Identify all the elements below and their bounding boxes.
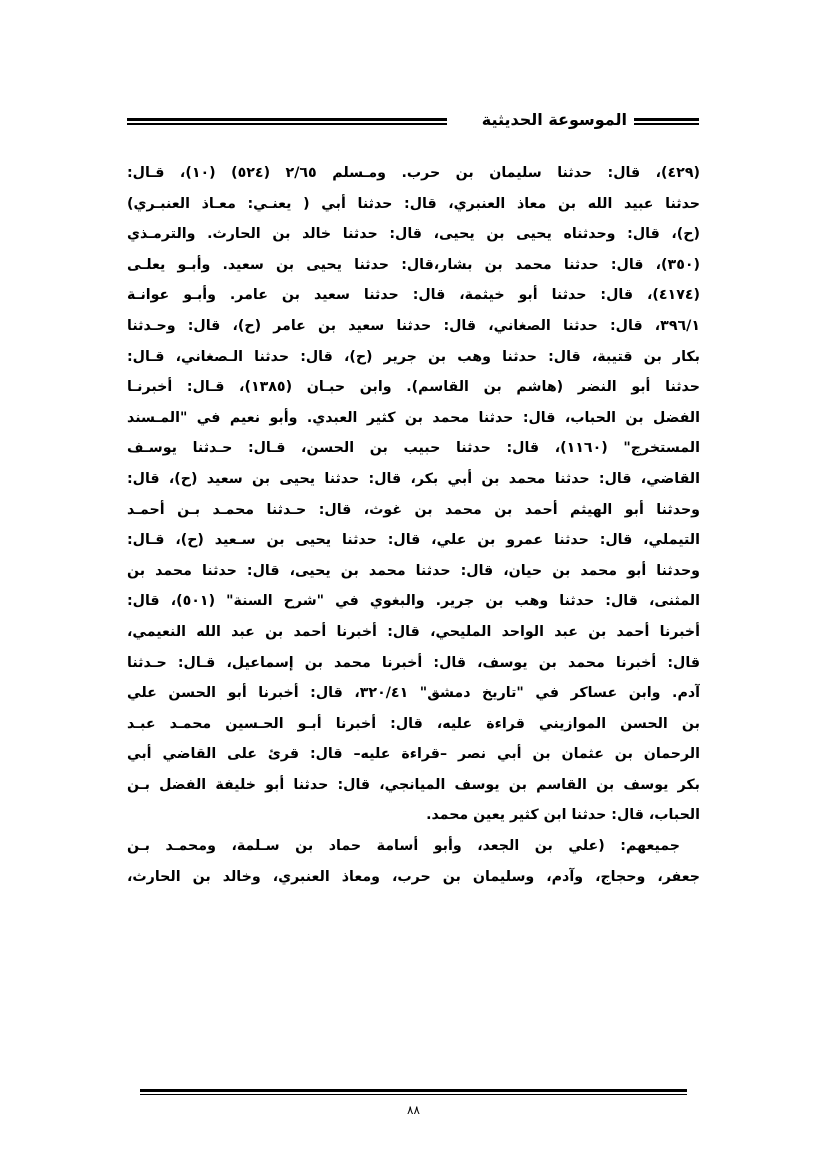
text-line: بكار بن قتيبة، قال: حدثنا وهب بن جرير (ح)، قال: حدثنا الـصغاني، قـال: [127,348,700,365]
text-line: القاضي، قال: حدثنا محمد بن أبي بكر، قال: حدثنا يحيى بن سعيد (ح)، قال: [127,470,700,487]
text-line: المستخرج" (١١٦٠)، قال: حدثنا حبيب بن الحسن، قـال: حـدثنا يوسـف [127,440,700,457]
text-line: بكر يوسف بن القاسم بن يوسف الميانجي، قال: حدثنا أبو خليفة الفضل بـن [127,776,700,793]
text-line: التيملي، قال: حدثنا عمرو بن علي، قال: حدثنا يحيى بن سـعيد (ح)، قـال: [127,532,700,549]
page-number: ٨٨ [407,1103,420,1117]
text-line: الرحمان بن عثمان بن أبي نصر –قراءة عليه– قال: قرئ على القاضي أبي [127,746,700,763]
text-line: (٤٢٩)، قال: حدثنا سليمان بن حرب. ومـسلم ٢/٦٥ (٥٢٤) (١٠)، قـال: [127,165,700,181]
text-line: (ح)، قال: وحدثناه يحيى بن يحيى، قال: حدثنا خالد بن الحارث. والترمـذي [127,226,700,243]
text-line: أخبرنا أحمد بن عبد الواحد المليحي، قال: أخبرنا أحمد بن عبد الله النعيمي، [127,623,700,640]
header-rule-right [634,118,699,125]
text-line: حدثنا عبيد الله بن معاذ العنبري، قال: حدثنا أبي ( يعنـي: معـاذ العنبـري) [127,195,700,212]
header-title: الموسوعة الحديثية [481,110,627,129]
text-line: وحدثنا أبو الهيثم أحمد بن محمد بن غوث، قال: حـدثنا محمـد بـن أحمـد [127,501,700,518]
text-line: (٤١٧٤)، قال: حدثنا أبو خيثمة، قال: حدثنا سعيد بن عامر. وأبـو عوانـة [127,287,700,304]
text-line: الفضل بن الحباب، قال: حدثنا محمد بن كثير العبدي. وأبو نعيم في "المـسند [127,409,700,426]
text-line: بن الحسن الموازيني قراءة عليه، قال: أخبرنا أبـو الحـسين محمـد عبـد [127,715,700,732]
body-text [127,158,700,892]
text-line: ٣٩٦/١، قال: حدثنا الصغاني، قال: حدثنا سعيد بن عامر (ح)، قال: وحـدثنا [127,317,700,334]
text-line: حدثنا أبو النضر (هاشم بن القاسم). وابن حبـان (١٣٨٥)، قـال: أخبرنـا [127,379,700,396]
text-line: جميعهم: (علي بن الجعد، وأبو أسامة حماد بن سـلمة، ومحمـد بـن [127,838,680,855]
header-rule-left [127,118,447,125]
text-line: وحدثنا أبو محمد بن حيان، قال: حدثنا محمد بن يحيى، قال: حدثنا محمد بن [127,562,700,579]
text-line: جعفر، وحجاج، وآدم، وسليمان بن حرب، ومعاذ العنبري، وخالد بن الحارث، [127,868,700,885]
text-line: (٣٥٠)، قال: حدثنا محمد بن بشار،قال: حدثنا يحيى بن سعيد. وأبـو يعلـى [127,256,700,273]
running-header [127,110,699,132]
text-line: الحباب، قال: حدثنا ابن كثير يعين محمد. [426,807,700,824]
text-line: آدم. وابن عساكر في "تاريخ دمشق" ٣٢٠/٤١، قال: أخبرنا أبو الحسن علي [127,685,700,702]
footer-rule [140,1089,687,1095]
text-line: المثنى، قال: حدثنا وهب بن جرير. والبغوي في "شرح السنة" (٥٠١)، قال: [127,593,700,610]
text-line: قال: أخبرنا محمد بن يوسف، قال: أخبرنا محمد بن إسماعيل، قـال: حـدثنا [127,654,700,671]
